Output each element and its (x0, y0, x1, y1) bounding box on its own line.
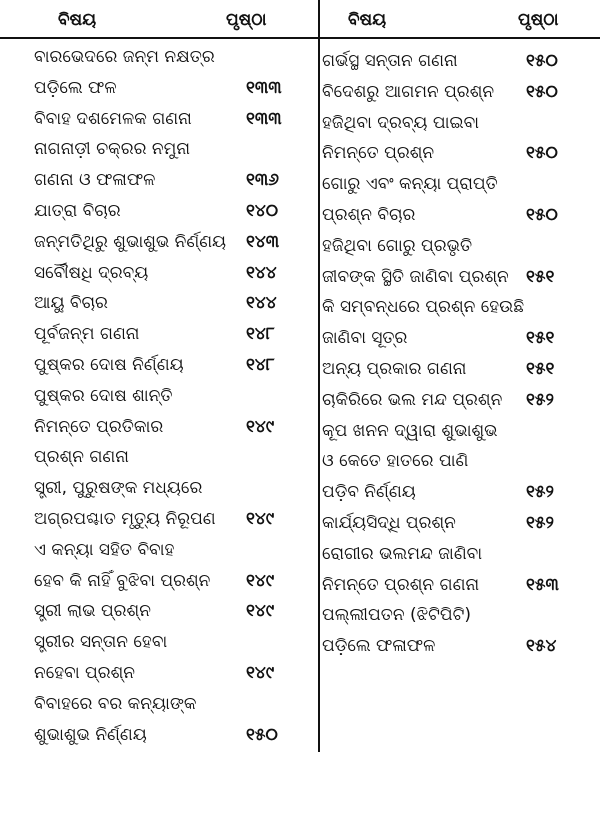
toc-entry-page: ୧୪୯ (246, 416, 275, 437)
toc-entry-page: ୧୪୯ (246, 663, 275, 683)
toc-entry-label: ଅଗ୍ରପଶ୍ଚାତ ମୃତ୍ୟୁ ନିରୂପଣ (34, 509, 216, 529)
toc-row (0, 412, 318, 442)
toc-entry-label: ପଲ୍ଲୀପତନ (ଝିଟିପିଟି) (322, 605, 472, 626)
toc-entry-page: ୧୫୦ (526, 205, 558, 225)
toc-entry-label: ପୁଷ୍କର ଦୋଷ ଶାନ୍ତି (34, 385, 173, 406)
toc-row (320, 385, 600, 415)
toc-row (0, 319, 318, 349)
toc-entry-label: ଯାତ୍ରା ବିଚାର (34, 201, 121, 221)
toc-entry-label: ଏ କନ୍ୟା ସହିତ ବିବାହ (34, 539, 175, 560)
toc-row (320, 292, 600, 322)
toc-row (0, 134, 318, 164)
toc-row (0, 165, 318, 195)
toc-entry-page: ୧୪୦ (246, 201, 279, 221)
toc-row (320, 323, 600, 353)
toc-entry-label: ନିମନ୍ତେ ପ୍ରଶ୍ନ ଗଣନା (322, 574, 480, 595)
toc-row (0, 566, 318, 596)
toc-row (0, 196, 318, 226)
toc-row (0, 104, 318, 134)
toc-row (320, 416, 600, 446)
toc-row (0, 381, 318, 411)
toc-entry-label: କୂପ ଖନନ ଦ୍ୱାରା ଶୁଭାଶୁଭ (322, 420, 498, 441)
toc-entry-page: ୧୫୦ (526, 81, 558, 102)
toc-entry-label: ହଜିଥିବା ଦ୍ରବ୍ୟ ପାଇବା (322, 112, 480, 133)
toc-entry-label: ପଡ଼ିଲେ ଫଳାଫଳ (322, 636, 436, 657)
toc-entry-label: ସର୍ବୌଷଧି ଦ୍ରବ୍ୟ (34, 262, 149, 283)
toc-entry-page: ୧୩୩ (246, 108, 282, 129)
toc-row (320, 262, 600, 292)
toc-entry-page: ୧୫୧ (526, 266, 555, 287)
toc-entry-label: ଶୁଭାଶୁଭ ନିର୍ଣ୍ଣୟ (34, 724, 147, 745)
toc-entry-page: ୧୫୪ (526, 636, 557, 657)
toc-entry-label: ବିବାହରେ ବର କନ୍ୟାଙ୍କ (34, 693, 197, 714)
toc-entry-label: ଜୀବଙ୍କ ସ୍ଥିତି ଜାଣିବା ପ୍ରଶ୍ନ (322, 266, 509, 287)
toc-entry-label: ଓ କେତେ ହାତରେ ପାଣି (322, 451, 469, 472)
toc-entry-label: ନିମନ୍ତେ ପ୍ରତିକାର (34, 416, 164, 437)
toc-entry-page: ୧୫୩ (526, 574, 559, 595)
toc-entry-page: ୧୫୨ (526, 389, 554, 410)
right-header-page: ପୃଷ୍ଠା (518, 10, 559, 30)
toc-row (0, 288, 318, 318)
toc-entry-page: ୧୩୩ (246, 77, 282, 98)
toc-row (320, 631, 600, 661)
toc-row (0, 689, 318, 719)
toc-entry-label: ହେବ କି ନାହିଁ ବୁଝିବା ପ୍ରଶ୍ନ (34, 570, 211, 591)
toc-entry-page: ୧୫୨ (526, 513, 554, 533)
toc-entry-label: ପ୍ରଶ୍ନ ବିଚାର (322, 205, 416, 225)
toc-row (320, 477, 600, 507)
toc-row (320, 200, 600, 230)
toc-entry-label: ବିବାହ ଦଶମେଳକ ଗଣନା (34, 108, 192, 129)
toc-entry-label: ସ୍ତ୍ରୀର ସନ୍ତାନ ହେବା (34, 632, 168, 653)
toc-row (0, 473, 318, 503)
right-header-subject: ବିଷୟ (348, 10, 387, 30)
left-header-page: ପୃଷ୍ଠା (226, 10, 267, 30)
toc-entry-page: ୧୪୪ (246, 262, 277, 283)
toc-row (320, 508, 600, 538)
toc-row (0, 258, 318, 288)
toc-entry-page: ୧୫୧ (526, 359, 555, 379)
toc-entry-page: ୧୪୪ (246, 293, 277, 314)
toc-row (0, 627, 318, 657)
toc-entry-page: ୧୫୦ (526, 143, 558, 164)
toc-entry-label: ଜନ୍ମତିଥିରୁ ଶୁଭାଶୁଭ ନିର୍ଣ୍ଣୟ (34, 231, 227, 252)
toc-row (320, 600, 600, 630)
toc-entry-label: ଚାକିରିରେ ଭଲ ମନ୍ଦ ପ୍ରଶ୍ନ (322, 389, 503, 410)
toc-entry-label: କି ସମ୍ବନ୍ଧରେ ପ୍ରଶ୍ନ ହେଉଛି (322, 297, 525, 318)
toc-row (0, 535, 318, 565)
toc-row (320, 570, 600, 600)
toc-entry-label: ରୋଗୀର ଭଲମନ୍ଦ ଜାଣିବା (322, 543, 483, 564)
toc-entry-label: ବିଦେଶରୁ ଆଗମନ ପ୍ରଶ୍ନ (322, 81, 495, 102)
toc-entry-label: ଅନ୍ୟ ପ୍ରକାର ଗଣନା (322, 359, 467, 379)
toc-row (0, 442, 318, 472)
toc-entry-label: କାର୍ଯ୍ୟସିଦ୍ଧି ପ୍ରଶ୍ନ (322, 513, 456, 533)
toc-row (0, 73, 318, 103)
toc-entry-page: ୧୫୧ (526, 328, 555, 349)
toc-row (320, 46, 600, 76)
toc-entry-label: ପୂର୍ବଜନ୍ମ ଗଣନା (34, 324, 140, 345)
toc-row (0, 227, 318, 257)
toc-entry-page: ୧୪୮ (246, 324, 275, 345)
toc-entry-page: ୧୪୯ (246, 601, 275, 622)
toc-row (0, 658, 318, 688)
toc-row (320, 77, 600, 107)
toc-row (0, 350, 318, 380)
toc-row (320, 231, 600, 261)
toc-entry-page: ୧୩୬ (246, 170, 279, 191)
toc-entry-page: ୧୫୨ (526, 482, 554, 503)
toc-row (320, 446, 600, 476)
toc-entry-page: ୧୪୩ (246, 231, 280, 252)
toc-entry-label: ବାରଭେଦରେ ଜନ୍ମ ନକ୍ଷତ୍ର (34, 47, 215, 67)
toc-entry-page: ୧୫୦ (246, 724, 278, 745)
toc-entry-page: ୧୫୦ (526, 51, 558, 71)
toc-entry-label: ପୁଷ୍କର ଦୋଷ ନିର୍ଣ୍ଣୟ (34, 355, 184, 375)
toc-entry-label: ପଡ଼ିଲେ ଫଳ (34, 77, 117, 98)
toc-entry-label: ନିମନ୍ତେ ପ୍ରଶ୍ନ (322, 143, 435, 164)
toc-entry-label: ନହେବା ପ୍ରଶ୍ନ (34, 663, 135, 683)
toc-row (320, 539, 600, 569)
toc-entry-page: ୧୪୯ (246, 509, 275, 529)
toc-entry-label: ସ୍ତ୍ରୀ ଲାଭ ପ୍ରଶ୍ନ (34, 601, 151, 622)
toc-entry-label: ଗଣନା ଓ ଫଳାଫଳ (34, 170, 156, 191)
toc-row (320, 169, 600, 199)
toc-entry-page: ୧୪୯ (246, 570, 275, 591)
toc-entry-label: ଗର୍ଭସ୍ଥ ସନ୍ତାନ ଗଣନା (322, 51, 458, 71)
toc-row (0, 720, 318, 750)
toc-row (0, 596, 318, 626)
toc-entry-label: ପ୍ରଶ୍ନ ଗଣନା (34, 447, 129, 468)
header-rule (0, 37, 600, 39)
toc-entry-label: ଜାଣିବା ସୂତ୍ର (322, 328, 408, 349)
left-header-subject: ବିଷୟ (58, 10, 97, 30)
toc-entry-page: ୧୪୮ (246, 355, 275, 375)
toc-row (320, 138, 600, 168)
toc-row (320, 354, 600, 384)
toc-entry-label: ଗୋରୁ ଏବଂ କନ୍ୟା ପ୍ରାପ୍ତି (322, 174, 498, 195)
toc-row (0, 504, 318, 534)
toc-row (320, 108, 600, 138)
toc-entry-label: ନାଗନାଡ଼ୀ ଚକ୍ରର ନମୁନା (34, 139, 191, 160)
toc-row (0, 42, 318, 72)
toc-entry-label: ଆୟୁ ବିଚାର (34, 293, 108, 314)
toc-entry-label: ସ୍ତ୍ରୀ, ପୁରୁଷଙ୍କ ମଧ୍ୟରେ (34, 478, 203, 499)
toc-entry-label: ହଜିଥିବା ଗୋରୁ ପ୍ରଭୃତି (322, 235, 473, 256)
toc-entry-label: ପଡ଼ିବ ନିର୍ଣ୍ଣୟ (322, 482, 416, 503)
